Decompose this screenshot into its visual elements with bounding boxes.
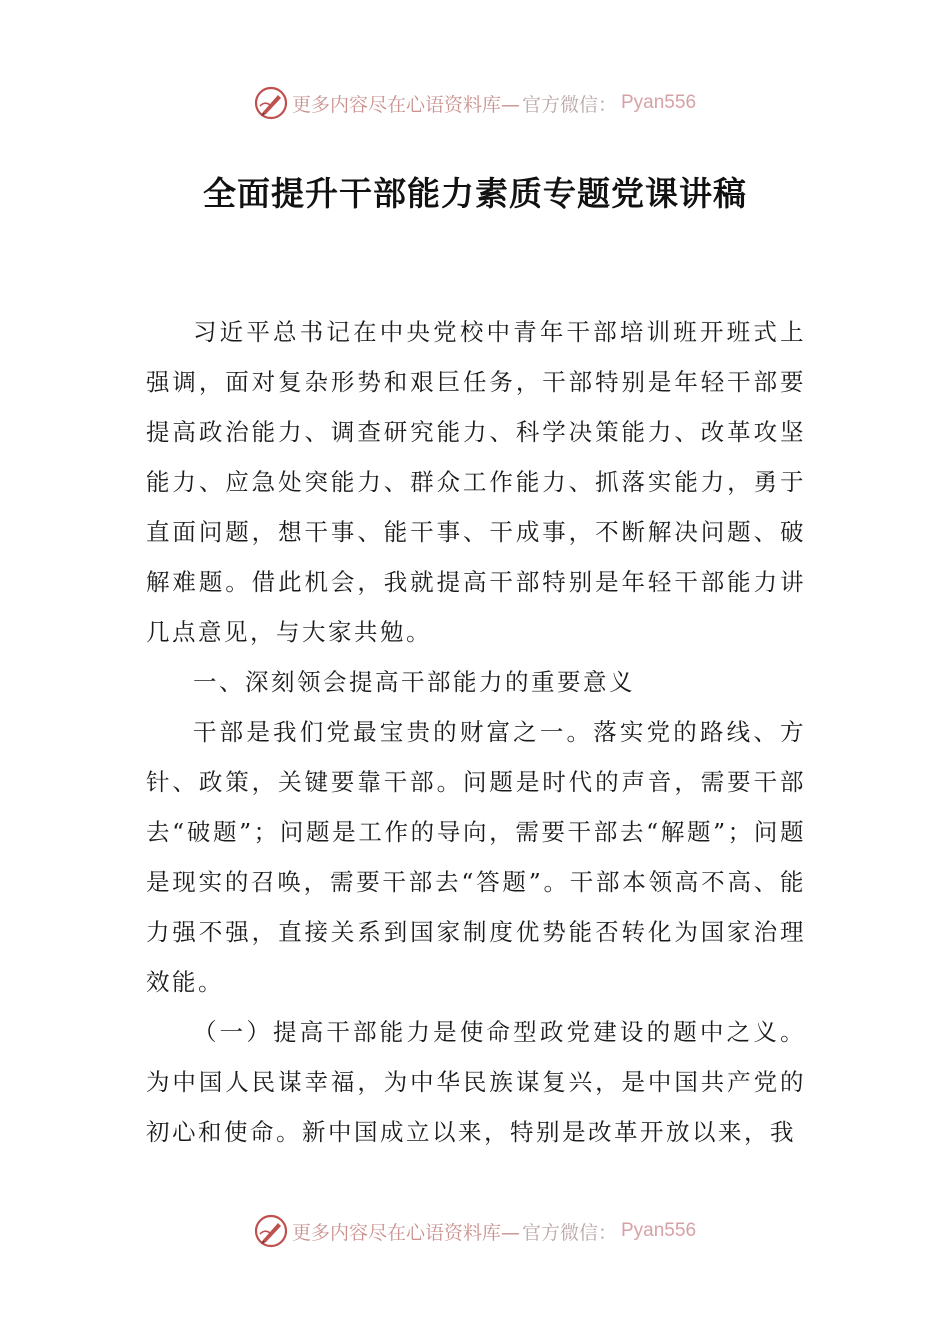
wechat-label: 官方微信： (521, 93, 617, 116)
banner-text: 更多内容尽在心语资料库— (291, 93, 520, 116)
footer-banner (0, 1211, 950, 1251)
paragraph-cadre-importance: 干部是我们党最宝贵的财富之一。落实党的路线、方针、政策，关键要靠干部。问题是时代的声音，需要干部去“破题”；问题是工作的导向，需要干部去“解题”；问题是现实的召唤，需要干部去“答题”。干部本领高不高、能力强不强，直接关系到国家制度优势能否转化为国家治理效能。 (146, 718, 806, 996)
subsection-heading-1: （一）提高干部能力是使命型政党建设的题中之义。为中国人民谋幸福，为中华民族谋复兴，是中国共产党的初心和使命。新中国成立以来，特别是改革开放以来，我 (146, 1018, 806, 1146)
pen-logo-icon (254, 1214, 288, 1248)
header-banner (0, 83, 950, 123)
paragraph-intro: 习近平总书记在中央党校中青年干部培训班开班式上强调，面对复杂形势和艰巨任务，干部特别是年轻干部要提高政治能力、调查研究能力、科学决策能力、改革攻坚能力、应急处突能力、群众工作能力、抓落实能力，勇于直面问题，想干事、能干事、干成事，不断解决问题、破解难题。借此机会，我就提高干部特别是年轻干部能力讲几点意见，与大家共勉。 (146, 318, 806, 646)
pen-logo-icon (254, 86, 288, 120)
wechat-label: 官方微信： (521, 1221, 617, 1244)
banner-text: 更多内容尽在心语资料库— (291, 1221, 520, 1244)
wechat-id: Pyan556 (621, 92, 697, 113)
document-title: 全面提升干部能力素质专题党课讲稿 (203, 174, 747, 213)
document-body (146, 307, 806, 1157)
wechat-id: Pyan556 (621, 1220, 697, 1241)
section-heading-1: 一、深刻领会提高干部能力的重要意义 (193, 668, 635, 696)
